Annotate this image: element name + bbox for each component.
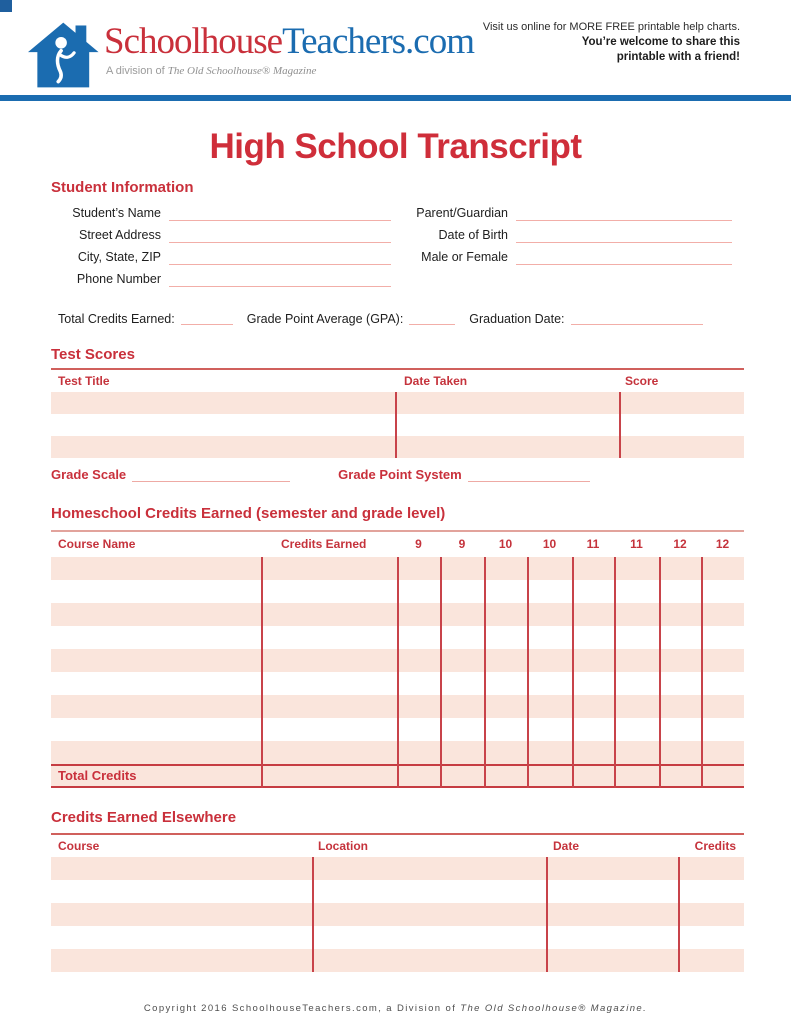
field-underline [169, 269, 391, 287]
column-divider [395, 392, 397, 458]
promo-line-bold: You’re welcome to share this [581, 36, 740, 48]
table-row [51, 949, 744, 972]
logo [28, 14, 474, 90]
homeschool-credits-header-row [51, 535, 744, 555]
grade-column-header: 12 [673, 537, 687, 551]
total-credits-earned-underline [181, 309, 233, 325]
field-row [51, 225, 391, 247]
test-title-column-header: Test Title [58, 374, 110, 388]
credits-elsewhere-rule [51, 833, 744, 835]
test-scores-table [51, 392, 744, 458]
promo-line: Visit us online for MORE FREE printable help charts. [482, 21, 740, 33]
location-column-header: Location [318, 839, 368, 853]
test-scores-heading: Test Scores [51, 346, 135, 363]
field-label: Phone Number [76, 272, 161, 286]
grade-column-header: 12 [715, 537, 730, 551]
column-divider [440, 557, 442, 788]
field-row [398, 247, 732, 269]
column-divider [546, 857, 548, 972]
total-credits-earned-label: Total Credits Earned: [58, 312, 175, 326]
student-information-heading: Student Information [51, 179, 194, 196]
brand-teachers-com: Teachers.com [282, 21, 474, 62]
homeschool-credits-table [51, 557, 744, 788]
test-scores-rule [51, 368, 744, 370]
grade-column-header: 10 [542, 537, 557, 551]
field-label: Date of Birth [438, 228, 508, 242]
credits-elsewhere-heading: Credits Earned Elsewhere [51, 809, 237, 826]
homeschool-credits-heading: Homeschool Credits Earned (semester and grade level) [51, 505, 446, 522]
column-divider [659, 557, 661, 788]
grade-point-system-underline [468, 466, 590, 482]
brand-schoolhouse: Schoolhouse [104, 21, 283, 62]
field-label: Parent/Guardian [416, 206, 508, 220]
column-divider [527, 557, 529, 788]
brand-name [104, 20, 474, 64]
grade-scale-underline [132, 466, 290, 482]
course-name-column-header: Course Name [58, 537, 136, 551]
logo-text [104, 14, 474, 77]
table-row [51, 880, 744, 903]
graduation-date-underline [571, 309, 703, 325]
field-label: Street Address [79, 228, 161, 242]
table-row [51, 392, 744, 414]
column-divider [619, 392, 621, 458]
homeschool-credits-rule [51, 530, 744, 532]
copyright-footer [0, 1003, 791, 1014]
student-fields-left [51, 203, 391, 291]
page-title: High School Transcript [209, 127, 582, 166]
field-row [51, 269, 391, 291]
column-divider [484, 557, 486, 788]
total-credits-label: Total Credits [58, 768, 137, 783]
field-underline [516, 247, 732, 265]
date-taken-column-header: Date Taken [404, 374, 468, 388]
gpa-label: Grade Point Average (GPA): [246, 312, 404, 326]
field-underline [169, 203, 391, 221]
grade-scale-row [51, 466, 590, 484]
credits-summary-row [58, 309, 703, 329]
field-underline [516, 225, 732, 243]
grade-scale-label: Grade Scale [51, 467, 127, 482]
graduation-date-label: Graduation Date: [469, 312, 565, 326]
column-divider [572, 557, 574, 788]
field-underline [169, 225, 391, 243]
corner-mark [0, 0, 12, 12]
field-row [51, 247, 391, 269]
column-divider [397, 557, 399, 788]
column-divider [614, 557, 616, 788]
test-scores-header-row [51, 372, 744, 392]
tagline-magazine: The Old Schoolhouse® Magazine [167, 65, 317, 77]
header-divider-bar [0, 95, 791, 101]
table-row [51, 903, 744, 926]
grade-column-header: 11 [630, 537, 643, 551]
tagline-prefix: A division of [106, 65, 168, 77]
grade-column-header: 9 [415, 537, 422, 551]
table-row [51, 857, 744, 880]
score-column-header: Score [625, 374, 659, 388]
gpa-underline [409, 309, 455, 325]
grade-column-header: 11 [586, 537, 600, 551]
schoolhouse-icon [28, 20, 100, 90]
student-fields-right [398, 203, 732, 269]
field-label: City, State, ZIP [77, 250, 161, 264]
field-row [398, 203, 732, 225]
field-label: Student’s Name [72, 206, 161, 220]
field-underline [169, 247, 391, 265]
field-row [51, 203, 391, 225]
copyright-magazine: The Old Schoolhouse® Magazine. [460, 1003, 648, 1014]
table-row [51, 414, 744, 436]
column-divider [678, 857, 680, 972]
date-column-header: Date [553, 839, 580, 853]
promo-line-bold: printable with a friend! [616, 51, 740, 63]
brand-tagline [106, 65, 474, 77]
table-row [51, 926, 744, 949]
credits-elsewhere-header-row [51, 837, 744, 857]
field-row [398, 225, 732, 247]
grade-column-header: 10 [498, 537, 513, 551]
credits-earned-column-header: Credits Earned [281, 537, 367, 551]
credits-elsewhere-table [51, 857, 744, 972]
promo-text [483, 20, 740, 65]
course-column-header: Course [58, 839, 100, 853]
grade-column-header: 9 [458, 537, 466, 551]
column-divider [261, 557, 263, 788]
grade-point-system-label: Grade Point System [338, 467, 462, 482]
column-divider [701, 557, 703, 788]
column-divider [312, 857, 314, 972]
field-label: Male or Female [421, 250, 508, 264]
copyright-text: Copyright 2016 SchoolhouseTeachers.com, a Division of [143, 1003, 461, 1014]
field-underline [516, 203, 732, 221]
credits-column-header: Credits [694, 839, 736, 853]
table-row [51, 436, 744, 458]
